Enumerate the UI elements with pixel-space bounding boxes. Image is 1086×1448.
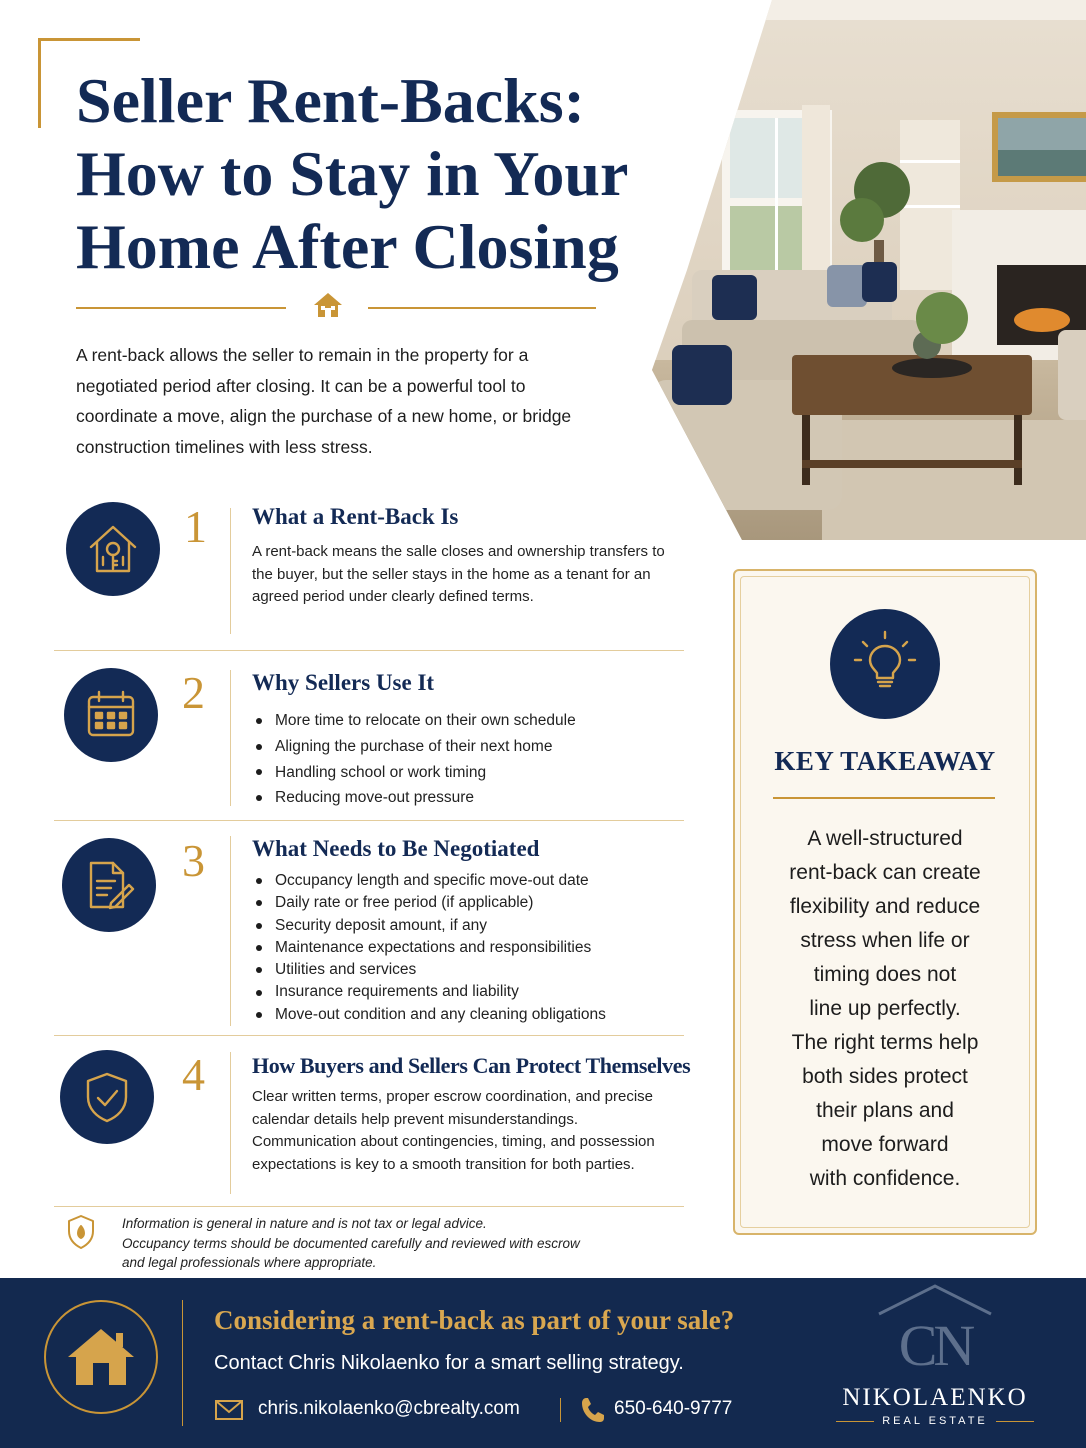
title-divider xyxy=(76,290,596,320)
contact-separator xyxy=(560,1398,561,1422)
section-title: What a Rent-Back Is xyxy=(252,504,459,529)
list-item: Move-out condition and any cleaning obligations xyxy=(252,1004,606,1026)
corner-accent xyxy=(38,38,140,41)
takeaway-line: rent-back can create xyxy=(789,861,981,884)
brand-logo xyxy=(830,1282,1040,1432)
section-rule xyxy=(230,1052,231,1194)
bullet-list xyxy=(252,870,606,1026)
list-item: Utilities and services xyxy=(252,959,606,981)
logo-subtitle: REAL ESTATE xyxy=(882,1415,988,1427)
envelope-icon xyxy=(214,1398,244,1422)
takeaway-line: flexibility and reduce xyxy=(789,895,981,918)
shield-icon xyxy=(66,1214,96,1250)
roof-icon xyxy=(875,1282,995,1316)
section-title: Why Sellers Use It xyxy=(252,670,435,695)
disclaimer-line: Information is general in nature and is not tax or legal advice. xyxy=(122,1216,487,1231)
key-takeaway-title: KEY TAKEAWAY xyxy=(774,746,996,776)
title-line: Home After Closing xyxy=(76,211,619,282)
key-takeaway-text xyxy=(760,822,1010,1196)
section-rule xyxy=(230,670,231,806)
takeaway-line: The right terms help xyxy=(791,1031,979,1054)
title-line: Seller Rent-Backs: xyxy=(76,65,585,136)
bullet-list xyxy=(252,708,576,811)
list-item: Security deposit amount, if any xyxy=(252,915,606,937)
section-text: A rent-back means the salle closes and ownership transfers to the buyer, but the seller stays in the home as a tenant for an agreed period under clearly defined terms. xyxy=(252,543,665,605)
takeaway-line: timing does not xyxy=(813,963,957,986)
list-item: Reducing move-out pressure xyxy=(252,785,576,811)
list-item: Daily rate or free period (if applicable) xyxy=(252,892,606,914)
house-key-icon xyxy=(66,502,160,596)
list-item: Handling school or work timing xyxy=(252,760,576,786)
section-title: What Needs to Be Negotiated xyxy=(252,836,540,861)
section-title: How Buyers and Sellers Can Protect Themselves xyxy=(252,1053,691,1078)
takeaway-line: A well-structured xyxy=(807,827,963,850)
list-item: Aligning the purchase of their next home xyxy=(252,734,576,760)
takeaway-line: both sides protect xyxy=(802,1065,968,1088)
lightbulb-icon xyxy=(830,609,940,719)
section-divider xyxy=(54,1035,684,1036)
page-title xyxy=(76,64,696,283)
list-item: Insurance requirements and liability xyxy=(252,981,606,1003)
takeaway-line: move forward xyxy=(821,1133,949,1156)
shield-check-icon xyxy=(60,1050,154,1144)
section-rule xyxy=(230,836,231,1026)
calendar-icon xyxy=(64,668,158,762)
list-item: Maintenance expectations and responsibilities xyxy=(252,937,606,959)
takeaway-line: line up perfectly. xyxy=(809,997,961,1020)
logo-name: NIKOLAENKO xyxy=(842,1384,1028,1411)
phone-icon xyxy=(580,1396,606,1424)
email-link[interactable]: chris.nikolaenko@cbrealty.com xyxy=(258,1398,520,1419)
house-icon xyxy=(312,291,344,319)
disclaimer xyxy=(122,1214,682,1273)
title-line: How to Stay in Your xyxy=(76,138,629,209)
disclaimer-line: and legal professionals where appropriate. xyxy=(122,1255,377,1270)
phone-link[interactable]: 650-640-9777 xyxy=(614,1398,733,1419)
section-number: 1 xyxy=(184,501,207,552)
section-number: 2 xyxy=(182,667,205,718)
logo-monogram: CN xyxy=(898,1313,972,1378)
key-takeaway-rule xyxy=(773,797,995,799)
section-divider xyxy=(54,1206,684,1207)
living-room-photo xyxy=(652,0,1086,540)
footer-divider xyxy=(182,1300,183,1426)
footer-question: Considering a rent-back as part of your sale? xyxy=(214,1305,735,1335)
home-icon xyxy=(44,1300,158,1414)
takeaway-line: their plans and xyxy=(816,1099,954,1122)
section-rule xyxy=(230,508,231,634)
section-number: 3 xyxy=(182,835,205,886)
takeaway-line: with confidence. xyxy=(809,1167,961,1190)
list-item: Occupancy length and specific move-out date xyxy=(252,870,606,892)
section-divider xyxy=(54,820,684,821)
list-item: More time to relocate on their own schedule xyxy=(252,708,576,734)
footer-subtitle: Contact Chris Nikolaenko for a smart selling strategy. xyxy=(214,1352,684,1374)
section-divider xyxy=(54,650,684,651)
corner-accent xyxy=(38,38,41,128)
takeaway-line: stress when life or xyxy=(800,929,970,952)
intro-text: A rent-back allows the seller to remain in the property for a negotiated period after closing. It can be a powerful tool to coordinate a move, align the purchase of a new home, or bridge construction timelines with less stress. xyxy=(76,345,572,457)
section-text: Clear written terms, proper escrow coordination, and precise calendar details help prevent misunderstandings. Communication about contingencies, timing, and possession expectations is key to a smooth transition for both parties. xyxy=(252,1088,655,1173)
document-pen-icon xyxy=(62,838,156,932)
section-number: 4 xyxy=(182,1049,205,1100)
disclaimer-line: Occupancy terms should be documented carefully and reviewed with escrow xyxy=(122,1235,580,1251)
